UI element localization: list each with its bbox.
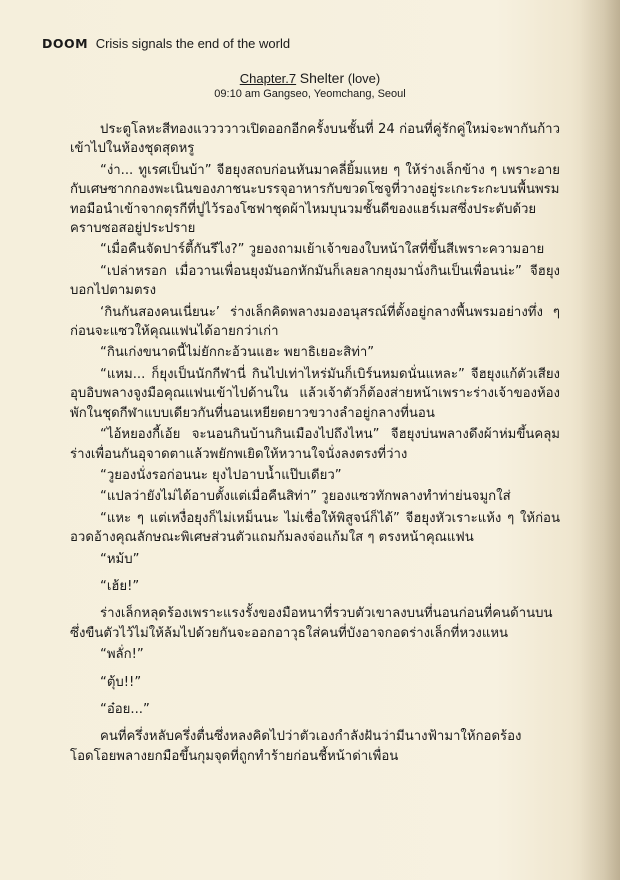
paragraph: “ง่า... ทูเรศเป็นบ้า” จีฮยุงสถบก่อนหันมาคลี่ยิ้มแหย ๆ ให้ร่างเล็กข้าง ๆ เพราะอายกับเศษซากกองพะเนินของภาชนะบรรจุอาหารกับขวดโซจูที่วางอยู่ระเกะระกะบนพื้นพรมทอมือนำเข้าจากตุรกีที่ปูไว้รองโซฟาชุดผ้าไหมบุนวมชั้นดีของแฮร์เมสซึ่งประดับด้วยคราบซอสอยู่ประปราย	[70, 162, 560, 237]
paragraph: “เปล่าหรอก เมื่อวานเพื่อนยุงมันอกหักมันก็เลยลากยุงมานั่งกินเป็นเพื่อนน่ะ” จีฮยุงบอกไปตามตรง	[70, 263, 560, 299]
paragraph: “ตุ้บ!!”	[100, 674, 142, 690]
chapter-tag: (love)	[347, 71, 381, 86]
chapter-title: Shelter	[299, 70, 345, 86]
chapter-heading	[0, 70, 620, 102]
paragraph: “วูยองนั่งรอก่อนนะ ยุงไปอาบน้ำแป๊บเดียว”	[100, 467, 342, 483]
paragraph: “เฮ้ย!”	[100, 578, 140, 594]
chapter-title-line	[0, 70, 620, 87]
paragraph: “แปลว่ายังไม่ได้อาบตั้งแต่เมื่อคืนสิท่า” วูยองแซวทักพลางทำท่าย่นจมูกใส่	[100, 489, 511, 505]
paragraph: “หม้บ”	[100, 551, 140, 567]
paragraph: คนที่ครึ่งหลับครึ่งตื่นซึ่งหลงคิดไปว่าตัวเองกำลังฝันว่ามีนางฟ้ามาให้กอดร้องโอดโอยพลางยกมือขึ้นกุมจุดที่ถูกทำร้ายก่อนชี้หน้าด่าเพื่อน	[70, 729, 522, 764]
paragraph: “ไอ้หยองกี้เอ้ย จะนอนกินบ้านกินเมืองไปถึงไหน” จีฮยุงบ่นพลางดึงผ้าห่มขึ้นคลุมร่างเพื่อนกันอุจาดตาแล้วพยักพเยิดให้หวานใจนั่งลงตรงที่ว่าง	[70, 427, 560, 462]
header-brand: DOOM	[42, 36, 89, 51]
paragraph: ร่างเล็กหลุดร้องเพราะแรงรั้งของมือหนาที่รวบตัวเขาลงบนที่นอนก่อนที่คนด้านบนซึ่งขืนตัวไว้ไม่ให้ล้มไปด้วยกันจะออกอาวุธใส่คนที่บังอาจกอดร่างเล็กที่หวงแหน	[70, 606, 553, 641]
paragraph: “อ๋อย...”	[100, 701, 150, 717]
paragraph: “พลั่ก!”	[100, 647, 144, 663]
page-spine-shadow	[580, 0, 620, 880]
paragraph: ประตูโลหะสีทองแววววาวเปิดออกอีกครั้งบนชั้นที่ 24 ก่อนที่คู่รักคู่ใหม่จะพากันก้าวเข้าไปในห้องชุดสุดหรู	[70, 122, 560, 157]
header-subtitle: Crisis signals the end of the world	[95, 36, 291, 51]
paragraph: “เมื่อคืนจัดปาร์ตี้กันรึไง?” วูยองถามเย้าเจ้าของใบหน้าใสที่ขึ้นสีเพราะความอาย	[100, 242, 545, 258]
paragraph: “แหะ ๆ แต่เหงื่อยุงก็ไม่เหม็นนะ ไม่เชื่อให้พิสูจน์ก็ได้” จีฮยุงหัวเราะแห้ง ๆ ให้ก่อนอวดอ้างคุณลักษณะพิเศษส่วนตัวแถมก้มลงจ่อแก้มใส ๆ ตรงหน้าคุณแฟน	[70, 510, 560, 546]
chapter-number: Chapter.7	[239, 71, 297, 86]
paragraph: “กินเก่งขนาดนี้ไม่ยักกะอ้วนแฮะ พยาธิเยอะสิท่า”	[100, 345, 375, 361]
paragraph: ‘กินกันสองคนเนี่ยนะ’ ร่างเล็กคิดพลางมองอนุสรณ์ที่ตั้งอยู่กลางพื้นพรมอย่างทึ่ง ๆ ก่อนจะแซวให้คุณแฟนได้อายกว่าเก่า	[70, 304, 560, 340]
chapter-time-place: 09:10 am Gangseo, Yeomchang, Seoul	[214, 88, 406, 100]
story-body	[70, 120, 560, 768]
paragraph: “แหม... ก็ยุงเป็นนักกีฬานี่ กินไปเท่าไหร่มันก็เบิร์นหมดนั่นแหละ” จีฮยุงแก้ตัวเสียงอุบอิบพลางจูงมือคุณแฟนเข้าไปด้านใน แล้วเจ้าตัวก็ต้องส่ายหน้าเพราะร่างเจ้าของห้องพักในชุดกีฬาแบบเดียวกันที่นอนเหยียดยาวขวางลำอยู่กลางที่นอน	[70, 366, 560, 421]
running-header	[42, 36, 290, 51]
